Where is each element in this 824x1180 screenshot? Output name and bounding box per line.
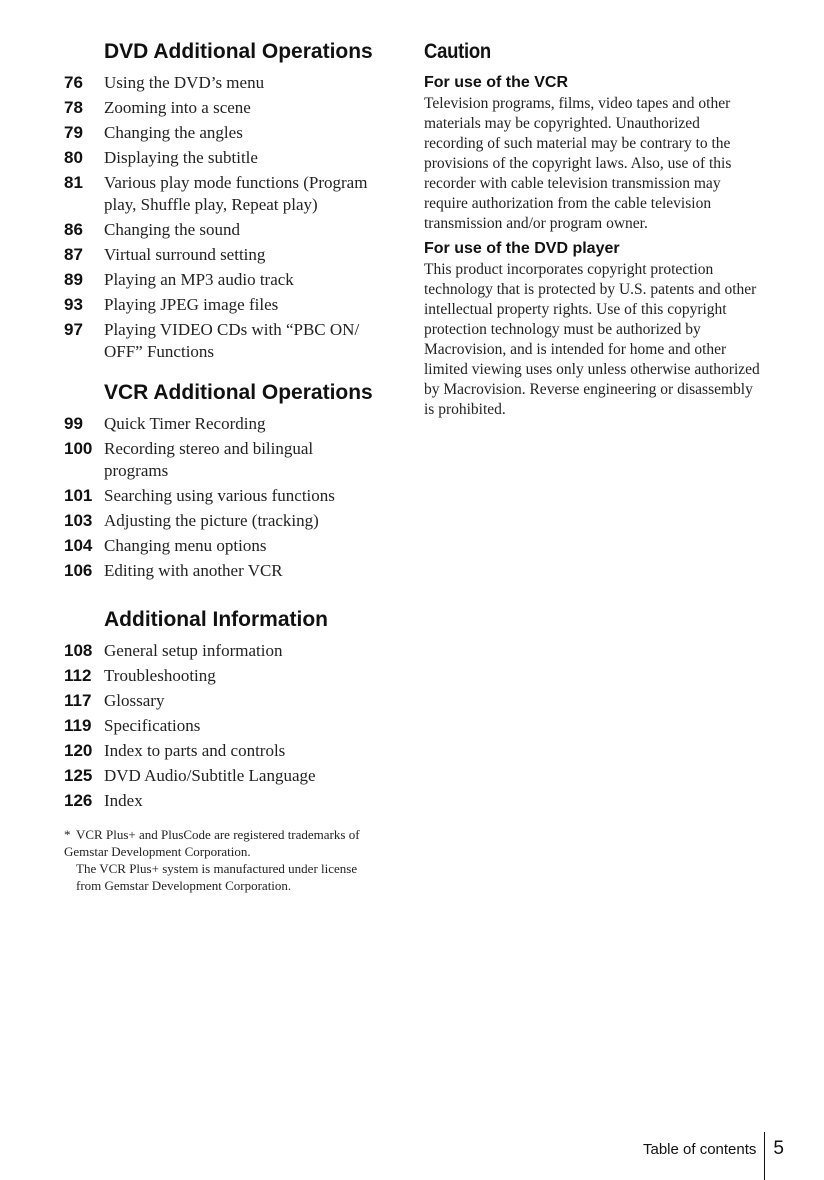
toc-entry[interactable] (64, 535, 400, 557)
toc-entry[interactable] (64, 219, 400, 241)
dvd-toc-list (64, 72, 400, 363)
toc-page-number: 99 (64, 414, 83, 433)
toc-page-number: 103 (64, 511, 93, 530)
toc-entry-text: Using the DVD’s menu (104, 73, 265, 92)
toc-page-number: 119 (64, 716, 92, 735)
toc-entry-text: Index (104, 791, 143, 810)
footer-divider (764, 1132, 765, 1180)
toc-page-number: 79 (64, 123, 83, 142)
toc-page-number: 104 (64, 536, 93, 555)
toc-entry[interactable] (64, 294, 400, 316)
toc-page-number: 76 (64, 73, 83, 92)
toc-page-number: 97 (64, 320, 83, 339)
toc-page-number: 87 (64, 245, 83, 264)
vcr-toc-list (64, 413, 400, 582)
toc-entry-text: Recording stereo and bilingual programs (104, 439, 314, 480)
toc-page-number: 101 (64, 486, 93, 505)
footnote-line-1: VCR Plus+ and PlusCode are registered trademarks of Gemstar Development Corporation. (64, 827, 360, 859)
toc-page-number: 106 (64, 561, 93, 580)
toc-entry[interactable] (64, 319, 400, 363)
toc-entry-text: Changing the sound (104, 220, 240, 239)
toc-page-number: 112 (64, 666, 92, 685)
toc-entry-text: Index to parts and controls (104, 741, 286, 760)
toc-entry[interactable] (64, 690, 400, 712)
toc-page-number: 120 (64, 741, 93, 760)
toc-entry[interactable] (64, 438, 400, 482)
toc-entry-text: Playing JPEG image files (104, 295, 279, 314)
toc-page-number: 108 (64, 641, 93, 660)
toc-entry[interactable] (64, 510, 400, 532)
toc-page-number: 81 (64, 173, 83, 192)
page-number: 5 (773, 1138, 784, 1159)
toc-entry-text: Various play mode functions (Program play, Shuffle play, Repeat play) (104, 173, 368, 214)
toc-entry[interactable] (64, 244, 400, 266)
toc-entry-text: Playing VIDEO CDs with “PBC ON/ OFF” Functions (104, 320, 360, 361)
toc-entry[interactable] (64, 665, 400, 687)
toc-entry[interactable] (64, 485, 400, 507)
toc-entry[interactable] (64, 560, 400, 582)
caution-title: Caution (424, 40, 491, 63)
toc-entry-text: General setup information (104, 641, 283, 660)
toc-page-number: 125 (64, 766, 93, 785)
toc-entry-text: Glossary (104, 691, 165, 710)
toc-entry[interactable] (64, 172, 400, 216)
caution-column (424, 40, 760, 426)
page-footer (643, 1132, 784, 1180)
footnote-mark: * (64, 827, 71, 842)
toc-entry-text: DVD Audio/Subtitle Language (104, 766, 316, 785)
toc-entry[interactable] (64, 97, 400, 119)
toc-entry[interactable] (64, 715, 400, 737)
toc-entry-text: Zooming into a scene (104, 98, 251, 117)
toc-entry-text: Changing the angles (104, 123, 243, 142)
toc-entry[interactable] (64, 790, 400, 812)
vcr-caution-text: Television programs, films, video tapes and other materials may be copyrighted. Unauthorized recording of such material may be contrary to the provisions of the copyright laws. Also, use of this recorder with cable television transmission may require authorization from the cable television transmission and/or program owner. (424, 95, 732, 232)
toc-page-number: 80 (64, 148, 83, 167)
toc-page-number: 117 (64, 691, 92, 710)
vcr-section-title: VCR Additional Operations (104, 381, 373, 404)
toc-page-number: 86 (64, 220, 83, 239)
vcr-caution-heading: For use of the VCR (424, 74, 569, 91)
dvd-section-title: DVD Additional Operations (104, 40, 373, 63)
info-section-title: Additional Information (104, 608, 328, 631)
toc-entry[interactable] (64, 413, 400, 435)
toc-entry[interactable] (64, 740, 400, 762)
trademark-footnote (64, 826, 384, 894)
toc-entry[interactable] (64, 72, 400, 94)
toc-page-number: 89 (64, 270, 83, 289)
footer-section-label: Table of contents (643, 1141, 757, 1158)
info-toc-list (64, 640, 400, 812)
dvd-caution-heading: For use of the DVD player (424, 240, 620, 257)
toc-entry-text: Editing with another VCR (104, 561, 283, 580)
toc-entry-text: Displaying the subtitle (104, 148, 258, 167)
footnote-line-2: The VCR Plus+ system is manufactured under license from Gemstar Development Corporation. (76, 861, 358, 893)
toc-entry-text: Adjusting the picture (tracking) (104, 511, 319, 530)
toc-page-number: 78 (64, 98, 83, 117)
toc-page-number: 100 (64, 439, 93, 458)
toc-entry-text: Searching using various functions (104, 486, 335, 505)
toc-entry-text: Specifications (104, 716, 201, 735)
toc-entry-text: Virtual surround setting (104, 245, 266, 264)
toc-entry[interactable] (64, 147, 400, 169)
toc-entry-text: Playing an MP3 audio track (104, 270, 294, 289)
toc-entry[interactable] (64, 640, 400, 662)
toc-entry[interactable] (64, 269, 400, 291)
dvd-caution-text: This product incorporates copyright protection technology that is protected by U.S. patents and other intellectual property rights. Use of this copyright protection technology must be authorized by Macrovision, and is intended for home and other limited viewing uses only unless otherwise authorized by Macrovision. Reverse engineering or disassembly is prohibited. (424, 261, 760, 418)
toc-entry[interactable] (64, 765, 400, 787)
toc-entry[interactable] (64, 122, 400, 144)
toc-entry-text: Changing menu options (104, 536, 267, 555)
toc-page-number: 93 (64, 295, 83, 314)
toc-entry-text: Troubleshooting (104, 666, 216, 685)
toc-column (64, 40, 400, 894)
toc-entry-text: Quick Timer Recording (104, 414, 266, 433)
toc-page-number: 126 (64, 791, 93, 810)
